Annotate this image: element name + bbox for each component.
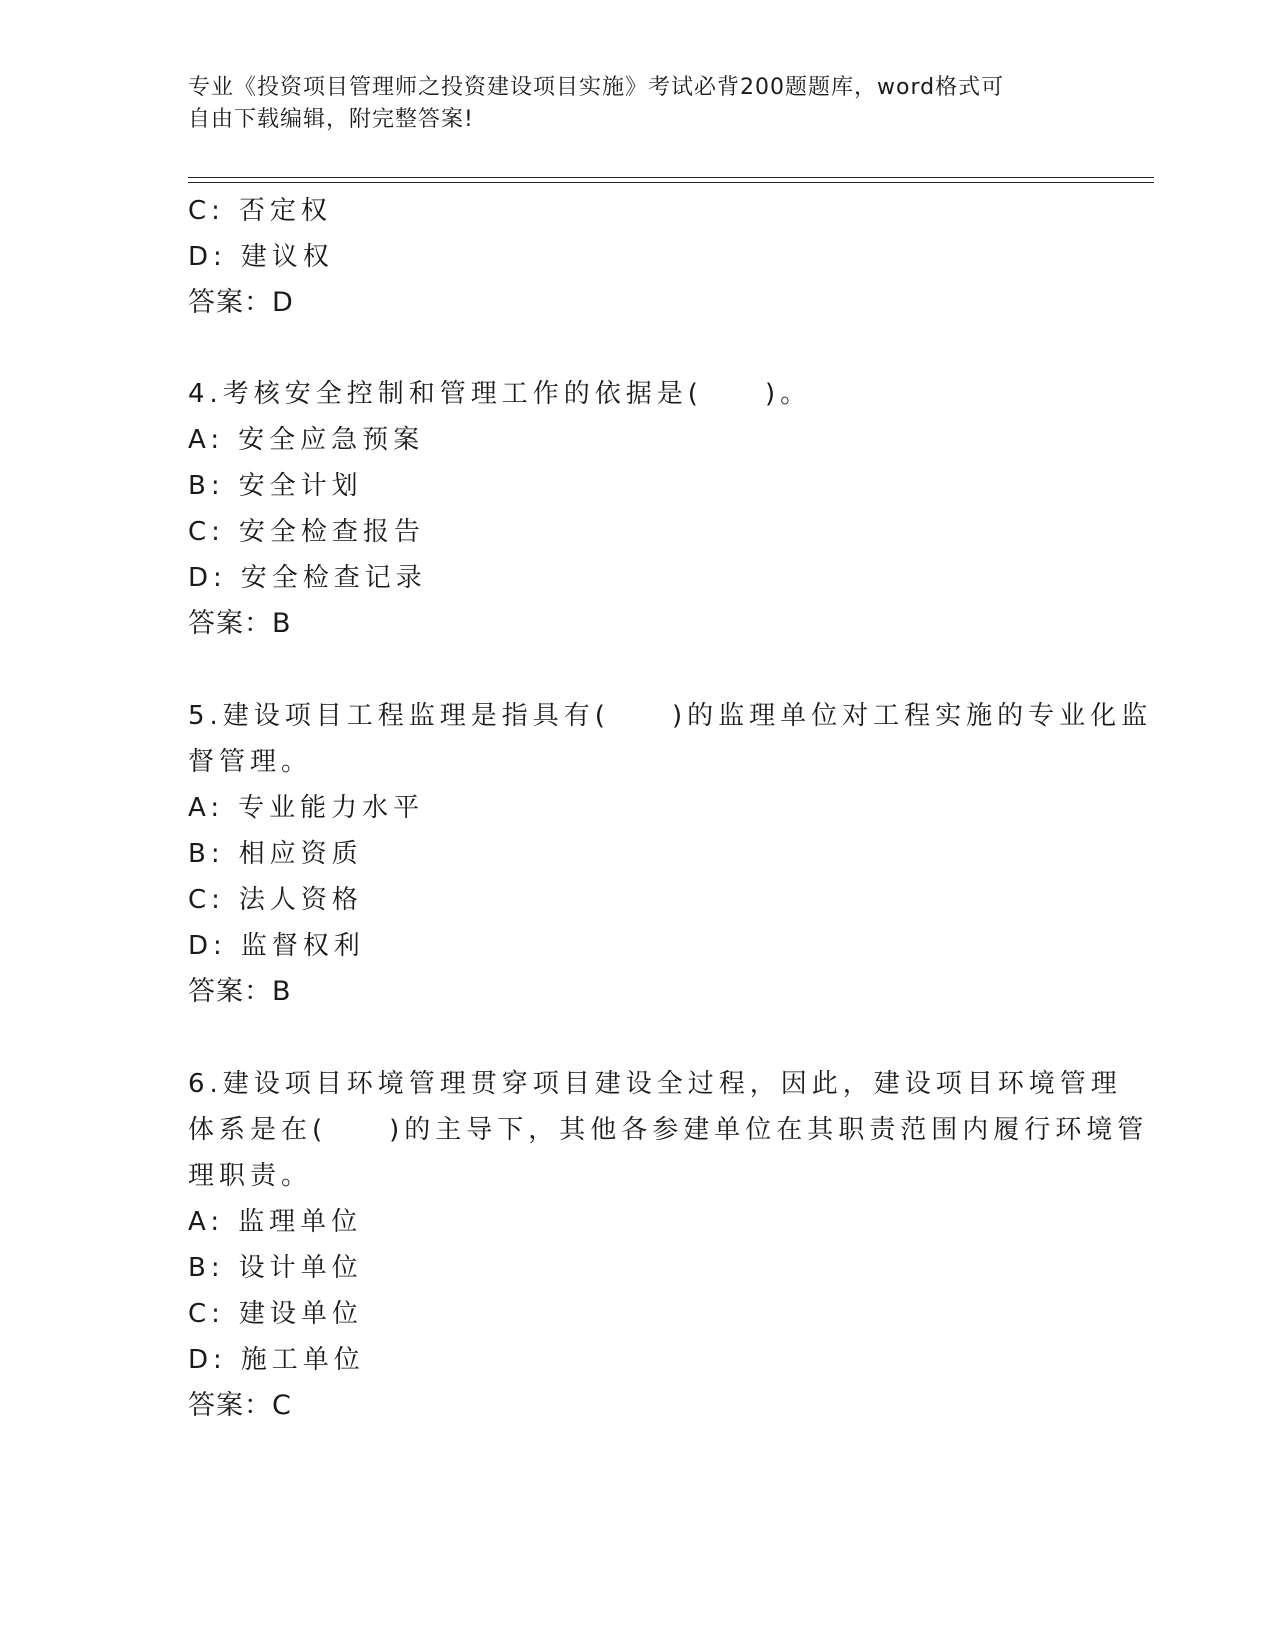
option-label: C: [188,1299,225,1329]
answer: 答案：B [188,608,292,639]
answer: 答案：D [188,287,294,318]
option-label: C: [188,196,225,226]
option-b [188,1245,1088,1291]
option-text: 安全检查记录 [240,563,427,593]
option-d [188,923,1088,969]
question-text: 4.考核安全控制和管理工作的依据是( )。 [188,379,812,409]
option-text: 相应资质 [238,839,363,869]
answer: 答案：C [188,1390,292,1421]
option-text: 安全应急预案 [238,425,425,455]
option-label: D: [188,242,227,272]
header-line-1: 专业《投资项目管理师之投资建设项目实施》考试必背200题题库，word格式可 [188,75,1005,100]
question-5 [188,693,1153,1015]
option-text: 法人资格 [238,885,363,915]
option-label: B: [188,839,225,869]
question-text-line-3: 理职责。 [188,1161,313,1191]
option-label: C: [188,517,225,547]
option-text: 监理单位 [238,1207,363,1237]
option-label: C: [188,885,225,915]
option-b [188,831,1088,877]
question-text-line-1: 5.建设项目工程监理是指具有( )的监理单位对工程实施的专业化监 [188,701,1153,731]
page-header [188,72,1068,136]
option-b [188,463,1088,509]
option-c [188,1291,1088,1337]
header-rule-bottom [188,182,1154,183]
option-text: 否定权 [238,196,332,226]
option-label: D: [188,563,227,593]
header-rule-top [188,177,1154,178]
option-label: D: [188,931,227,961]
header-line-2: 自由下载编辑，附完整答案! [188,107,474,132]
question-text-line-1: 6.建设项目环境管理贯穿项目建设全过程，因此，建设项目环境管理 [188,1069,1122,1099]
option-c [188,188,1088,234]
option-text: 设计单位 [238,1253,363,1283]
option-text: 专业能力水平 [238,793,425,823]
option-label: A: [188,1207,225,1237]
question-text-line-2: 体系是在( )的主导下，其他各参建单位在其职责范围内履行环境管 [188,1115,1149,1145]
option-c [188,877,1088,923]
option-c [188,509,1088,555]
option-label: A: [188,793,225,823]
spacer [188,647,1088,693]
option-d [188,234,1088,280]
option-label: B: [188,471,225,501]
question-text-line-2: 督管理。 [188,747,313,777]
option-text: 安全计划 [238,471,363,501]
spacer [188,326,1088,372]
question-3-tail [188,188,1088,326]
answer: 答案：B [188,976,292,1007]
option-text: 安全检查报告 [238,517,425,547]
option-text: 建设单位 [238,1299,363,1329]
option-d [188,555,1088,601]
question-list [188,188,1153,1429]
option-label: D: [188,1345,227,1375]
option-text: 监督权利 [240,931,365,961]
question-4 [188,372,1088,647]
spacer [188,1015,1088,1061]
option-d [188,1337,1088,1383]
option-a [188,1199,1088,1245]
option-a [188,785,1088,831]
option-a [188,417,1088,463]
option-label: B: [188,1253,225,1283]
option-text: 建议权 [240,242,334,272]
option-label: A: [188,425,225,455]
question-6 [188,1061,1149,1429]
option-text: 施工单位 [240,1345,365,1375]
